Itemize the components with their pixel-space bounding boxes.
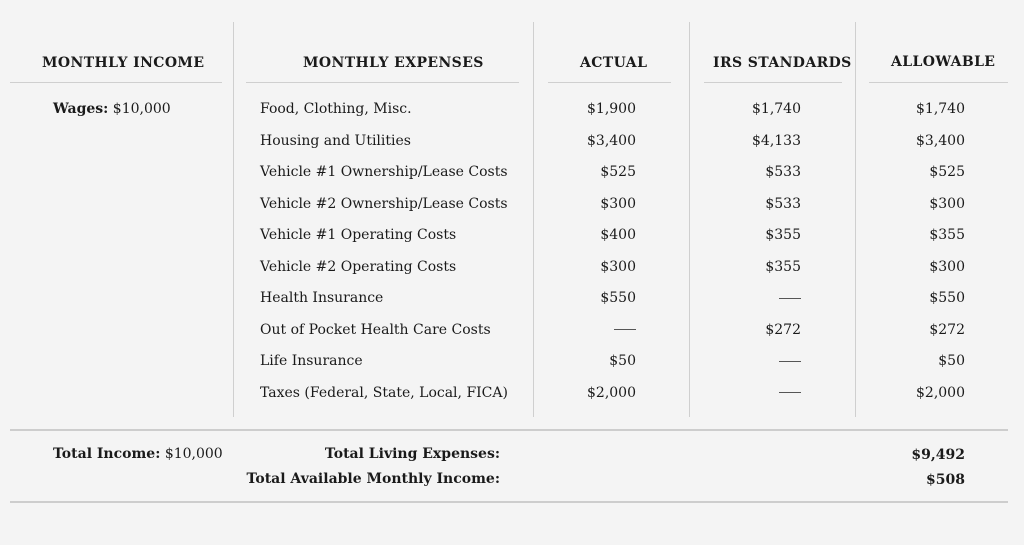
irs-value bbox=[779, 290, 801, 306]
income-wages bbox=[53, 101, 171, 117]
actual-value: $2,000 bbox=[587, 384, 636, 401]
column-divider bbox=[533, 22, 534, 417]
total-available-income-label: Total Available Monthly Income: bbox=[246, 471, 500, 487]
actual-value bbox=[614, 322, 636, 338]
allowable-value: $355 bbox=[929, 227, 965, 243]
expense-label: Vehicle #1 Ownership/Lease Costs bbox=[260, 164, 508, 180]
irs-value bbox=[779, 353, 801, 369]
irs-value: $4,133 bbox=[752, 132, 801, 149]
column-divider bbox=[855, 22, 856, 417]
header-underline bbox=[704, 82, 842, 83]
expense-label: Vehicle #2 Ownership/Lease Costs bbox=[260, 195, 508, 212]
irs-value: $533 bbox=[765, 164, 801, 180]
header-underline bbox=[548, 82, 671, 83]
expense-label: Health Insurance bbox=[260, 290, 384, 306]
header-underline bbox=[10, 82, 222, 83]
total-available-income-value: $508 bbox=[926, 472, 965, 488]
header-irs-standards: IRS STANDARDS bbox=[713, 55, 852, 71]
irs-value: $533 bbox=[765, 195, 801, 212]
irs-value: $355 bbox=[765, 227, 801, 243]
allowable-value: $300 bbox=[929, 258, 965, 275]
expense-label: Out of Pocket Health Care Costs bbox=[260, 321, 491, 338]
allowable-value: $550 bbox=[929, 290, 965, 306]
wages-label: Wages: bbox=[53, 101, 109, 117]
header-monthly-expenses: MONTHLY EXPENSES bbox=[303, 55, 484, 71]
header-allowable: ALLOWABLE bbox=[891, 54, 996, 70]
allowable-value: $272 bbox=[929, 321, 965, 338]
actual-value: $300 bbox=[600, 195, 636, 212]
irs-value: $355 bbox=[765, 258, 801, 275]
allowable-value: $50 bbox=[938, 353, 965, 369]
actual-value: $3,400 bbox=[587, 132, 636, 149]
totals-bottom-divider bbox=[10, 501, 1008, 503]
allowable-value: $1,740 bbox=[916, 101, 965, 117]
actual-value: $50 bbox=[609, 353, 636, 369]
expense-label: Housing and Utilities bbox=[260, 132, 411, 149]
actual-value: $300 bbox=[600, 258, 636, 275]
irs-value: $272 bbox=[765, 321, 801, 338]
em-dash-placeholder bbox=[779, 298, 801, 299]
wages-value: $10,000 bbox=[112, 101, 171, 117]
header-underline bbox=[869, 82, 1008, 83]
expense-label: Vehicle #2 Operating Costs bbox=[260, 258, 457, 275]
total-income-value: $10,000 bbox=[164, 446, 223, 462]
column-divider bbox=[689, 22, 690, 417]
expense-label: Food, Clothing, Misc. bbox=[260, 101, 412, 117]
total-income bbox=[53, 446, 223, 462]
em-dash-placeholder bbox=[779, 392, 801, 393]
irs-value bbox=[779, 385, 801, 401]
totals-top-divider bbox=[10, 429, 1008, 431]
column-divider bbox=[233, 22, 234, 417]
em-dash-placeholder bbox=[779, 361, 801, 362]
actual-value: $525 bbox=[600, 164, 636, 180]
expense-label: Taxes (Federal, State, Local, FICA) bbox=[260, 384, 508, 401]
allowable-value: $525 bbox=[929, 164, 965, 180]
actual-value: $1,900 bbox=[587, 101, 636, 117]
allowable-value: $2,000 bbox=[916, 384, 965, 401]
total-income-label: Total Income: bbox=[53, 446, 161, 462]
actual-value: $400 bbox=[600, 227, 636, 243]
header-actual: ACTUAL bbox=[580, 55, 648, 71]
expense-label: Life Insurance bbox=[260, 353, 363, 369]
allowable-value: $300 bbox=[929, 195, 965, 212]
total-living-expenses-label: Total Living Expenses: bbox=[324, 446, 500, 462]
header-monthly-income: MONTHLY INCOME bbox=[42, 55, 205, 71]
header-underline bbox=[246, 82, 519, 83]
total-living-expenses-value: $9,492 bbox=[911, 447, 965, 463]
allowable-value: $3,400 bbox=[916, 132, 965, 149]
actual-value: $550 bbox=[600, 290, 636, 306]
irs-value: $1,740 bbox=[752, 101, 801, 117]
expense-label: Vehicle #1 Operating Costs bbox=[260, 227, 457, 243]
em-dash-placeholder bbox=[614, 329, 636, 330]
